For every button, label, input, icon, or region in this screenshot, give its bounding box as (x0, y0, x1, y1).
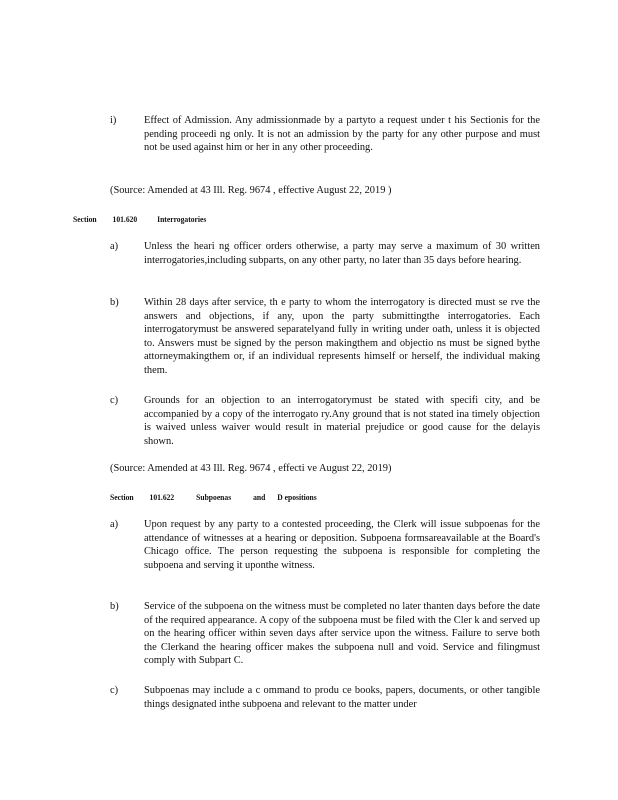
paragraph-label: b) (110, 297, 119, 308)
paragraph-text: Subpoenas may include a c ommand to produ ce books, papers, documents, or other tangible things designated inthe subpoena and relevant to the matter under (144, 685, 540, 710)
paragraph-c (110, 684, 540, 711)
paragraph-text: Effect of Admission. Any admissionmade by a partyto a request under t his Sectionis for the pending proceedi ng only. It is not an admission by the party for any other purpose and must not be used against him or her in any other proceeding. (144, 115, 540, 154)
section-word: Section (110, 492, 134, 503)
paragraph-b (110, 296, 540, 378)
paragraph-text: Grounds for an objection to an interrogatorymust be stated with specifi city, and be accompanied by a copy of the interrogato ry.Any ground that is not stated ina timely objection is waived unless waiver would result in material prejudice or good cause for the delayis shown. (144, 395, 540, 447)
section-title-second: D epositions (277, 492, 317, 503)
source-note: (Source: Amended at 43 Ill. Reg. 9674 , effective August 22, 2019 ) (110, 185, 392, 196)
paragraph-b (110, 600, 540, 668)
paragraph-text: Upon request by any party to a contested proceeding, the Clerk will issue subpoenas for the attendance of witnesses at a hearing or deposition. Subpoena formsareavailable at the Board's Chicago office. The person requesting the subpoena is responsible for completing the subpoena and serving it uponthe witness. (144, 519, 540, 571)
paragraph-a (110, 240, 540, 267)
paragraph-label: a) (110, 519, 119, 530)
paragraph-label: i) (110, 115, 117, 126)
source-note: (Source: Amended at 43 Ill. Reg. 9674 , effecti ve August 22, 2019) (110, 463, 392, 474)
paragraph-text: Within 28 days after service, th e party to whom the interrogatory is directed must se rve the answers and objections, if any, upon the party submittingthe interrogatories. Each interrogatorymust be answered separatelyand fully in writing under oath, unless it is objected to. Answers must be signed by the person makingthem and objectio ns must be signed bythe attorneymakingthem or, if an individual represents himself or herself, the individual making them. (144, 297, 540, 376)
section-title-and: and (253, 492, 266, 503)
paragraph-label: a) (110, 241, 119, 252)
section-word: Section (73, 214, 97, 225)
paragraph-i (110, 114, 540, 155)
paragraph-c (110, 394, 540, 448)
paragraph-a (110, 518, 540, 572)
section-number: 101.620 (112, 214, 138, 225)
paragraph-label: b) (110, 601, 119, 612)
section-title: Subpoenas (196, 492, 232, 503)
paragraph-label: c) (110, 395, 119, 406)
section-number: 101.622 (149, 492, 175, 503)
paragraph-text: Service of the subpoena on the witness must be completed no later thanten days before the date of the required appearance. A copy of the subpoena must be filed with the Cler k and served up on the hearing officer within seven days after service upon the witness. Failure to serve both the Clerkand the hearing officer makes the subpoena null and void. Service and filingmust comply with Subpart C. (144, 601, 540, 667)
section-heading-101-620 (73, 214, 206, 226)
paragraph-label: c) (110, 685, 119, 696)
section-heading-101-622 (110, 492, 317, 504)
paragraph-text: Unless the heari ng officer orders otherwise, a party may serve a maximum of 30 written interrogatories,including subparts, on any other party, no later than 35 days before hearing. (144, 241, 540, 266)
section-title: Interrogatories (157, 214, 207, 225)
